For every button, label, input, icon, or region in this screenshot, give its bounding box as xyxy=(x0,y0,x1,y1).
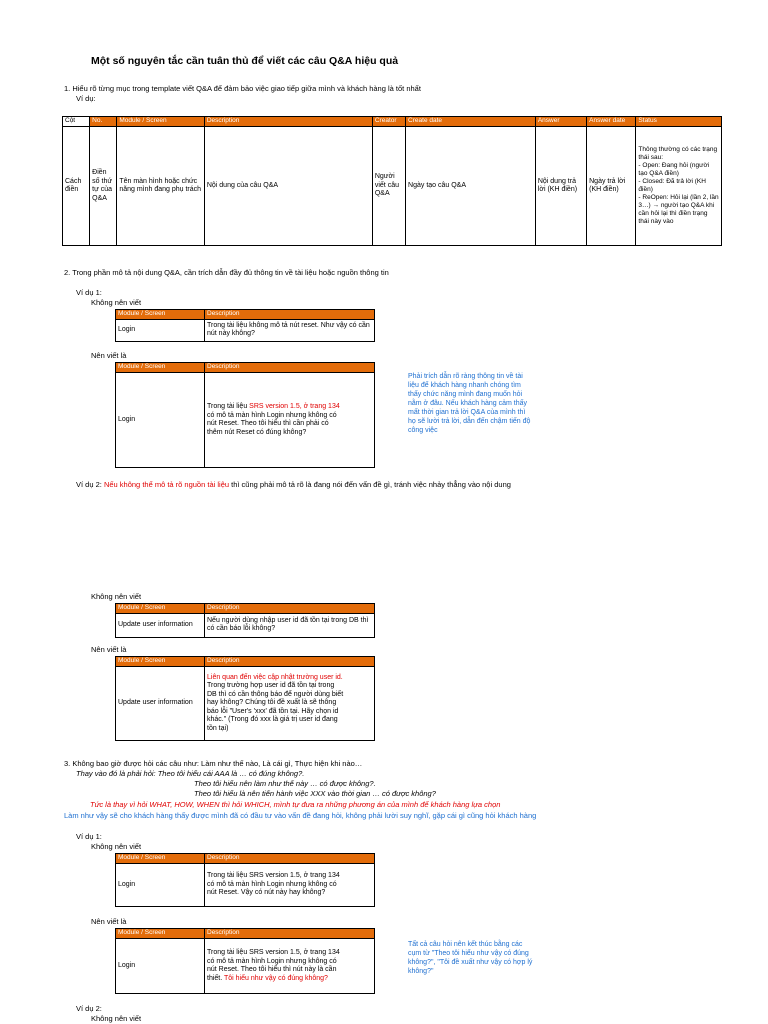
cell-module: Update user information xyxy=(116,613,205,637)
col-module-header: Module / Screen xyxy=(116,310,205,320)
desc-text: Trong tài liệu SRS version 1.5, ở trang 134 có mô tả màn hình Login nhưng không có nút Reset. Theo tôi hiểu thì nút này là cần thiết. xyxy=(207,949,340,982)
s2-ex1-label: Ví dụ 1: xyxy=(76,288,102,297)
col-description-header: Description xyxy=(205,604,375,614)
s2-ex1-note: Phải trích dẫn rõ ràng thông tin về tài liệu để khách hàng nhanh chóng tìm thấy chức năng mình đang muốn hỏi nằm ở đâu. Nếu khách hàng cảm thấy mất thời gian trả lời Q&A của mình thì họ sẽ lười trả lời, dẫn đến chậm tiến độ công việc xyxy=(408,373,531,434)
cell-answer: Nội dung trả lời (KH điền) xyxy=(535,127,586,246)
header-description: Description xyxy=(204,117,372,127)
col-description-header: Description xyxy=(205,363,375,373)
s3-ex1-bad-table xyxy=(115,853,375,907)
col-description-header: Description xyxy=(205,854,375,864)
s3-ex1-note: Tất cả câu hỏi nên kết thúc bằng các cụm từ "Theo tôi hiểu như vậy có đúng không?", "Tôi đề xuất như vậy có hợp lý không?" xyxy=(408,941,533,975)
desc-source-ref: SRS version 1.5, ở trang 134 xyxy=(249,403,340,410)
desc-text: Trong trường hợp user id đã tồn tại trong DB thì có cần thông báo để người dùng biết hay không? Chúng tôi đề xuất là sẽ thông báo lỗi "User's 'xxx' đã tồn tại. Hãy chọn id khác." (Trong đó xxx là giá trị user id đang tồn tại) xyxy=(207,682,344,732)
cell-description: Trong tài liệu SRS version 1.5, ở trang 134 có mô tả màn hình Login nhưng không có nút Reset. Vậy có nút này hay không? xyxy=(205,864,375,907)
cell-module: Login xyxy=(116,319,205,341)
cell-description: Nếu người dùng nhập user id đã tồn tại trong DB thì có cần báo lỗi không? xyxy=(205,613,375,637)
section1-heading: 1. Hiểu rõ từng mục trong template viết Q&A để đảm bảo việc giao tiếp giữa mình và khách hàng là tốt nhất xyxy=(64,84,421,93)
header-create-date: Create date xyxy=(406,117,536,127)
cell-answer-date: Ngày trả lời (KH điền) xyxy=(587,127,636,246)
s3-ex2-bad-label: Không nên viết xyxy=(91,1014,142,1023)
section3-heading: 3. Không bao giờ được hỏi các câu như: Làm như thế nào, Là cái gì, Thực hiện khi nào… xyxy=(64,759,363,768)
header-cot: Cột xyxy=(63,117,90,127)
col-module-header: Module / Screen xyxy=(116,854,205,864)
section1-example-label: Ví dụ: xyxy=(76,94,96,103)
col-description-header: Description xyxy=(205,929,375,939)
s3-ex1-label: Ví dụ 1: xyxy=(76,832,102,841)
s2-ex2-label-rest: thì cũng phải mô tả rõ là đang nói đến vấn đề gì, tránh việc nhảy thẳng vào nội dung xyxy=(229,480,511,489)
section3-line4: Tức là thay vì hỏi WHAT, HOW, WHEN thì hỏi WHICH, mình tự đưa ra những phương án của mình để khách hàng lựa chọn xyxy=(90,800,501,809)
col-description-header: Description xyxy=(205,310,375,320)
col-module-header: Module / Screen xyxy=(116,363,205,373)
qa-template-table xyxy=(62,116,722,246)
header-creator: Creator xyxy=(372,117,405,127)
s2-ex2-label-line xyxy=(76,480,511,489)
col-module-header: Module / Screen xyxy=(116,657,205,667)
cell-description: Trong tài liệu không mô tả nút reset. Như vậy có cần nút này không? xyxy=(205,319,375,341)
desc-text-rest: có mô tả màn hình Login nhưng không có nút Reset. Theo tôi hiểu thì cần phải có thêm nút Reset có đúng không? xyxy=(207,411,337,436)
header-status: Status xyxy=(636,117,722,127)
cell-no: Điền số thứ tự của Q&A xyxy=(90,127,117,246)
section3-line1: Thay vào đó là phải hỏi: Theo tôi hiểu cái AAA là … có đúng không?. xyxy=(76,769,305,778)
cell-description xyxy=(205,667,375,741)
cell-module: Login xyxy=(116,864,205,907)
header-no: No. xyxy=(90,117,117,127)
section3-line3: Theo tôi hiểu là nên tiến hành việc XXX vào thời gian … có được không? xyxy=(194,789,436,798)
s2-ex2-good-table xyxy=(115,656,375,741)
s2-ex1-good-label: Nên viết là xyxy=(91,351,127,360)
desc-confirm: Tôi hiểu như vậy có đúng không? xyxy=(224,974,328,982)
cell-module: Login xyxy=(116,939,205,994)
cell-status: Thông thường có các trạng thái sau: - Open: Đang hỏi (người tạo Q&A điền) - Closed: Đã trả lời (KH điền) - ReOpen: Hỏi lại (lần 2, lần 3…) → người tạo Q&A khi cần hỏi lại thì điền trạng thái này vào xyxy=(636,127,722,246)
section2-heading: 2. Trong phần mô tả nội dung Q&A, cần trích dẫn đầy đủ thông tin về tài liệu hoặc nguồn thông tin xyxy=(64,268,389,277)
col-module-header: Module / Screen xyxy=(116,604,205,614)
s3-ex1-good-table xyxy=(115,928,375,994)
desc-context: Liên quan đến việc cập nhật trường user id. xyxy=(207,673,343,681)
cell-create-date: Ngày tạo câu Q&A xyxy=(406,127,536,246)
header-module: Module / Screen xyxy=(117,117,205,127)
cell-description xyxy=(205,373,375,468)
section3-line5: Làm như vậy sẽ cho khách hàng thấy được mình đã có đầu tư vào vấn đề đang hỏi, không phải lười suy nghĩ, gặp cái gì cũng hỏi khách hàng xyxy=(64,811,537,820)
header-answer: Answer xyxy=(535,117,586,127)
s2-ex2-bad-table xyxy=(115,603,375,638)
cell-module: Update user information xyxy=(116,667,205,741)
col-description-header: Description xyxy=(205,657,375,667)
section3-line2: Theo tôi hiểu nên làm như thế này … có được không?. xyxy=(194,779,376,788)
col-module-header: Module / Screen xyxy=(116,929,205,939)
s2-ex2-label: Ví dụ 2: xyxy=(76,480,102,489)
page-title: Một số nguyên tắc cần tuân thủ để viết các câu Q&A hiệu quả xyxy=(91,55,399,67)
cell-description: Nội dung của câu Q&A xyxy=(204,127,372,246)
s2-ex1-good-table xyxy=(115,362,375,468)
s3-ex1-good-label: Nên viết là xyxy=(91,917,127,926)
cell-cach-dien: Cách điền xyxy=(63,127,90,246)
s2-ex1-bad-label: Không nên viết xyxy=(91,298,142,307)
s2-ex2-label-red: Nếu không thể mô tả rõ nguồn tài liệu xyxy=(103,480,230,489)
s2-ex2-bad-label: Không nên viết xyxy=(91,592,142,601)
s2-ex1-bad-table xyxy=(115,309,375,342)
s2-ex2-good-label: Nên viết là xyxy=(91,645,127,654)
cell-module: Tên màn hình hoặc chức năng mình đang phụ trách xyxy=(117,127,205,246)
cell-description xyxy=(205,939,375,994)
s3-ex2-label: Ví dụ 2: xyxy=(76,1004,102,1013)
header-answer-date: Answer date xyxy=(587,117,636,127)
cell-module: Login xyxy=(116,373,205,468)
s3-ex1-bad-label: Không nên viết xyxy=(91,842,142,851)
cell-creator: Người viết câu Q&A xyxy=(372,127,405,246)
desc-text: Trong tài liệu xyxy=(207,403,250,410)
